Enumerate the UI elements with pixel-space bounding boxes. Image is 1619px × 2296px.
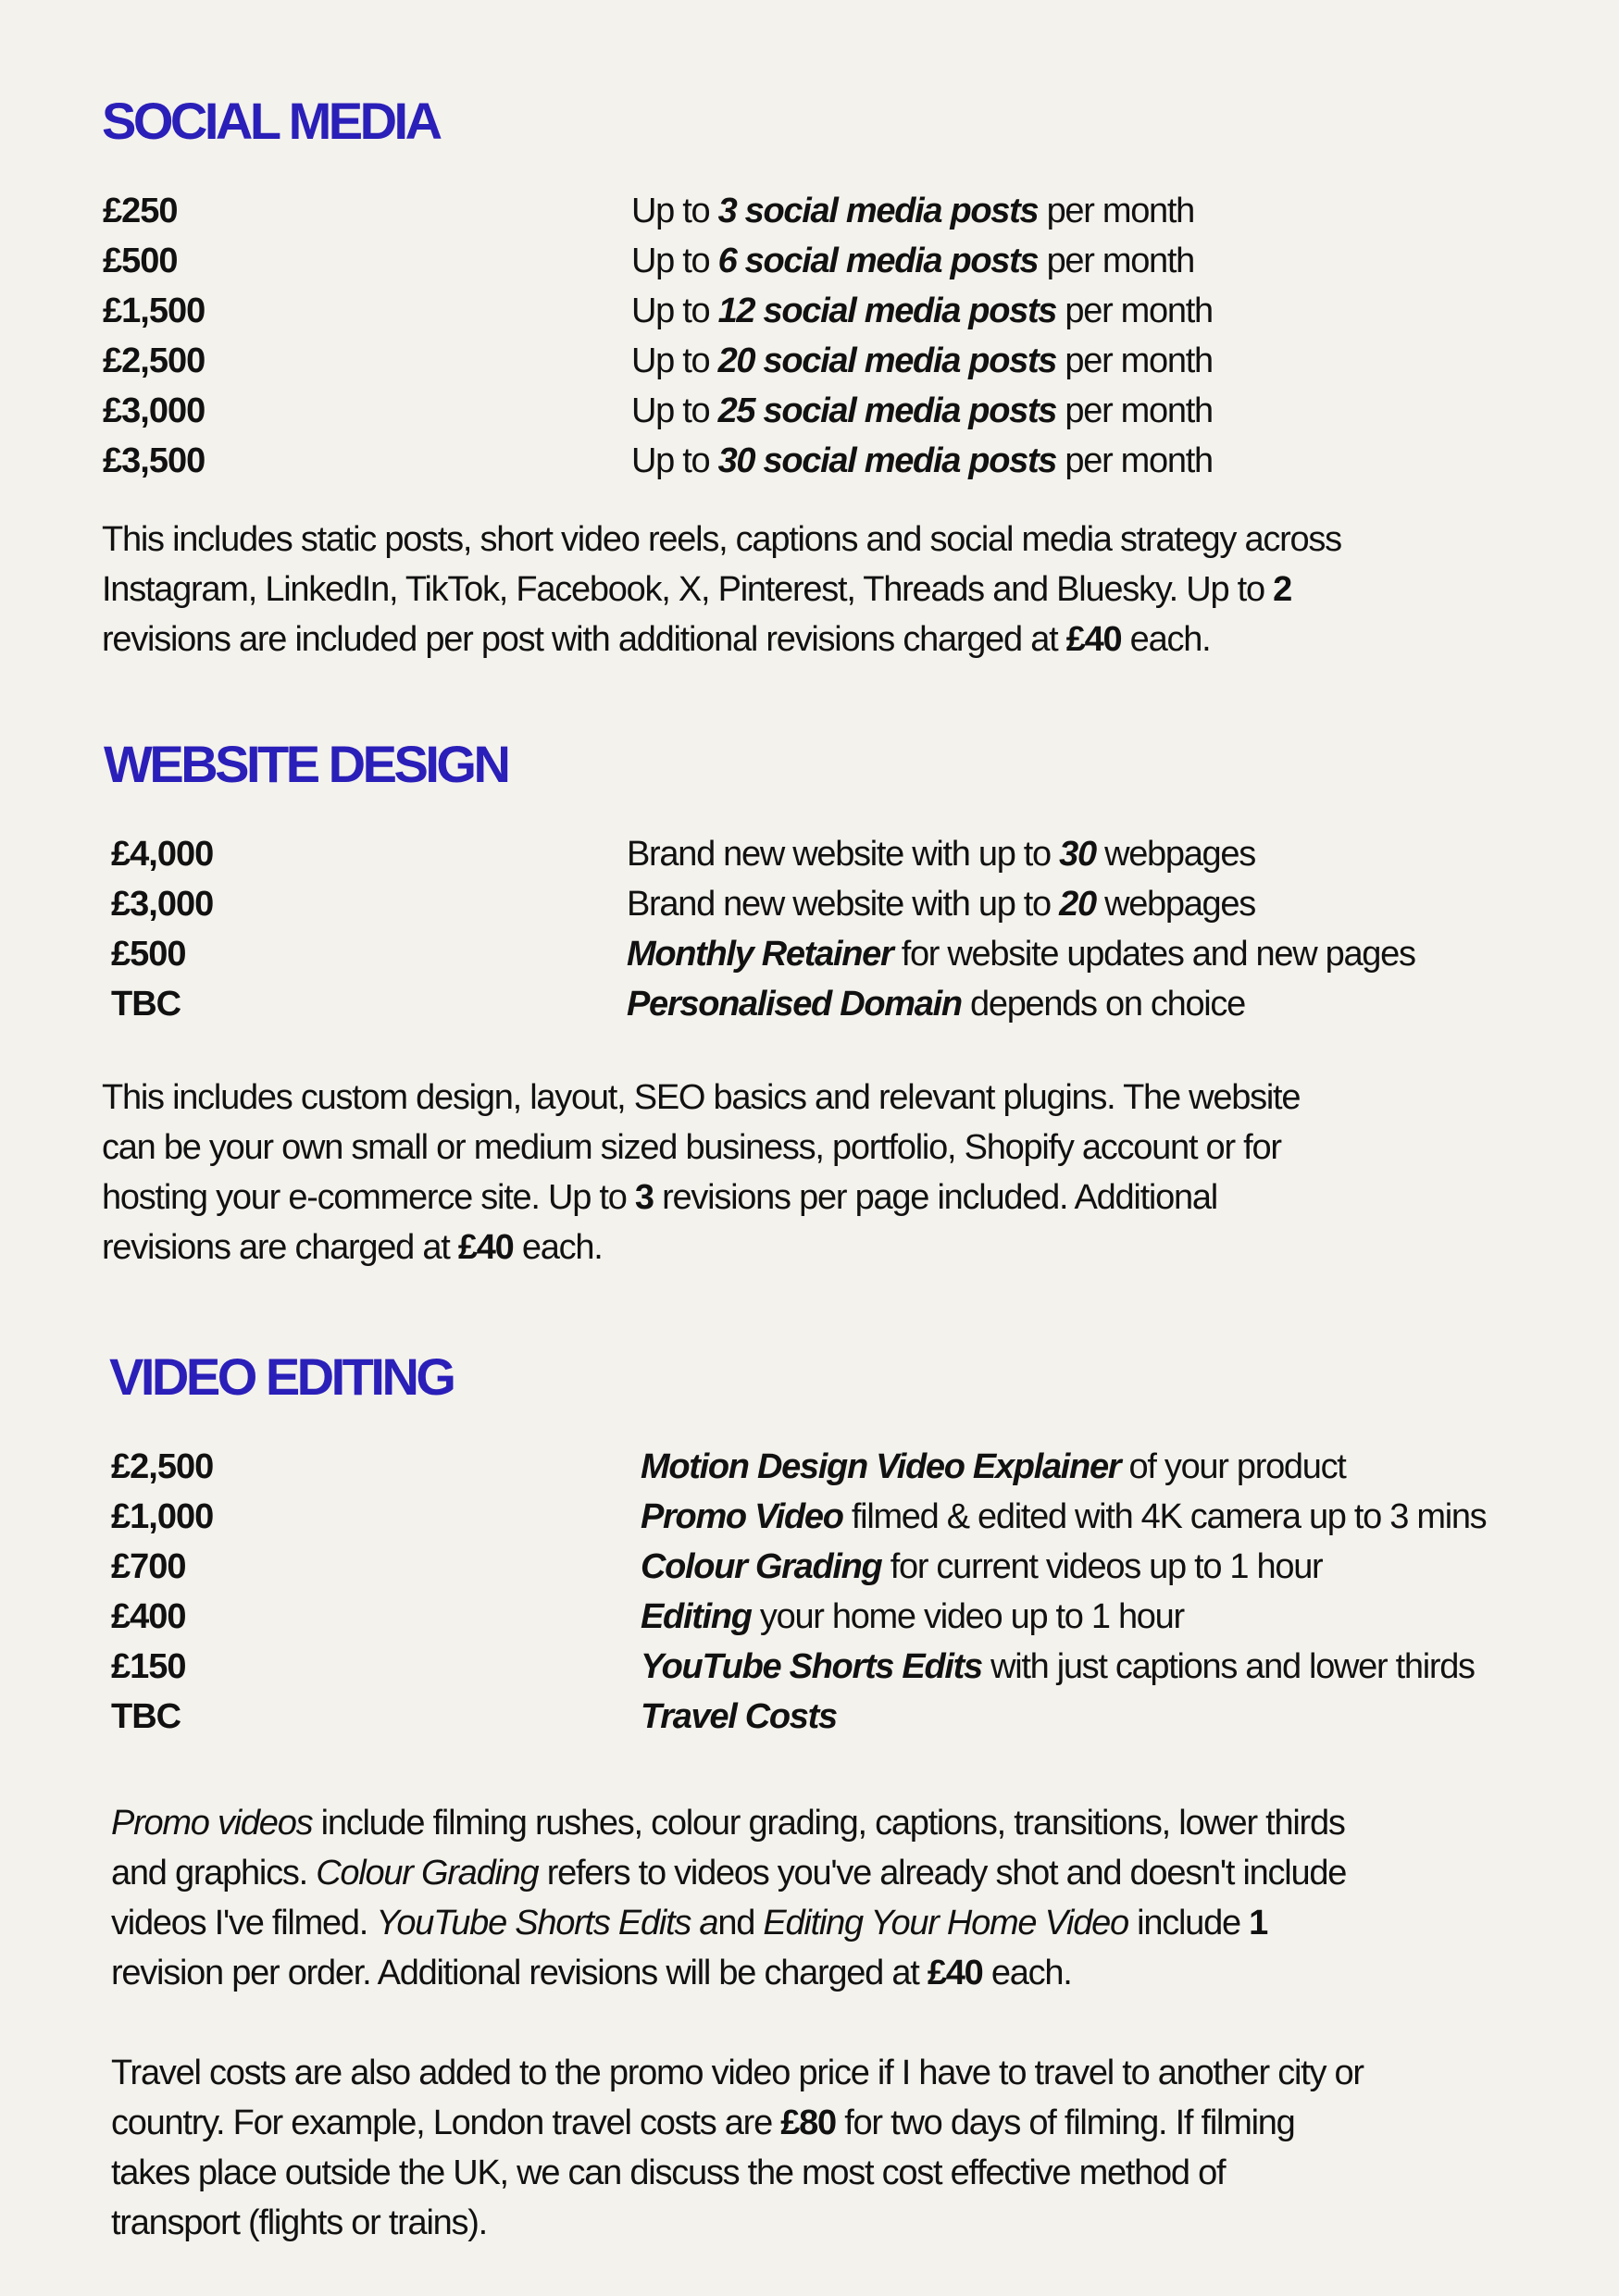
price-value: £1,000 xyxy=(111,1497,214,1536)
website-design-description: This includes custom design, layout, SEO basics and relevant plugins. The website can be your own small or medium sized business, portfolio, Shopify account or for hosting your e-commerce site. Up to 3 revisions per page included. Additional revisions are charged at £40 each. xyxy=(102,1078,1301,1267)
price-description: Up to 30 social media posts per month xyxy=(631,441,1213,480)
price-value: TBC xyxy=(111,1697,181,1736)
price-value: £4,000 xyxy=(111,835,214,874)
price-description: Monthly Retainer for website updates and new pages xyxy=(627,935,1415,974)
price-value: £3,500 xyxy=(103,441,205,480)
price-description: Editing your home video up to 1 hour xyxy=(641,1597,1184,1636)
price-value: £3,000 xyxy=(103,391,205,430)
video-editing-heading: VIDEO EDITING xyxy=(109,1347,454,1406)
price-description: Up to 6 social media posts per month xyxy=(631,242,1194,280)
price-value: £500 xyxy=(111,935,186,974)
price-value: TBC xyxy=(111,985,181,1024)
price-value: £400 xyxy=(111,1597,186,1636)
price-value: £700 xyxy=(111,1547,186,1586)
website-design-heading: WEBSITE DESIGN xyxy=(104,735,508,793)
price-value: £250 xyxy=(103,192,178,230)
price-value: £2,500 xyxy=(111,1447,214,1486)
price-value: £150 xyxy=(111,1647,186,1686)
price-description: YouTube Shorts Edits with just captions and lower thirds xyxy=(641,1647,1475,1686)
social-media-description: This includes static posts, short video reels, captions and social media strategy across Instagram, LinkedIn, TikTok, Facebook, X, Pinterest, Threads and Bluesky. Up to 2 revisions are included per post with additional revisions charged at £40 each. xyxy=(102,520,1341,659)
travel-costs-description: Travel costs are also added to the promo video price if I have to travel to another city or country. For example, London travel costs are £80 for two days of filming. If filming takes place outside the UK, we can discuss the most cost effective method of transport (flights or trains). xyxy=(111,2054,1364,2242)
price-description: Up to 25 social media posts per month xyxy=(631,391,1213,430)
price-value: £2,500 xyxy=(103,341,205,380)
price-value: £500 xyxy=(103,242,178,280)
video-editing-description: Promo videos include filming rushes, colour grading, captions, transitions, lower thirds and graphics. Colour Grading refers to videos you've already shot and doesn't include videos I've filmed. YouTube Shorts Edits and Editing Your Home Video include 1 revision per order. Additional revisions will be charged at £40 each. xyxy=(111,1804,1347,1992)
price-description: Colour Grading for current videos up to 1 hour xyxy=(641,1547,1323,1586)
price-description: Travel Costs xyxy=(641,1697,837,1736)
price-description: Brand new website with up to 20 webpages xyxy=(627,885,1255,924)
price-value: £1,500 xyxy=(103,292,205,330)
price-value: £3,000 xyxy=(111,885,214,924)
price-description: Brand new website with up to 30 webpages xyxy=(627,835,1255,874)
price-description: Motion Design Video Explainer of your product xyxy=(641,1447,1346,1486)
price-description: Personalised Domain depends on choice xyxy=(627,985,1245,1024)
price-description: Up to 20 social media posts per month xyxy=(631,341,1213,380)
price-description: Up to 12 social media posts per month xyxy=(631,292,1213,330)
price-description: Promo Video filmed & edited with 4K camera up to 3 mins xyxy=(641,1497,1487,1536)
social-media-heading: SOCIAL MEDIA xyxy=(102,92,440,150)
price-description: Up to 3 social media posts per month xyxy=(631,192,1194,230)
